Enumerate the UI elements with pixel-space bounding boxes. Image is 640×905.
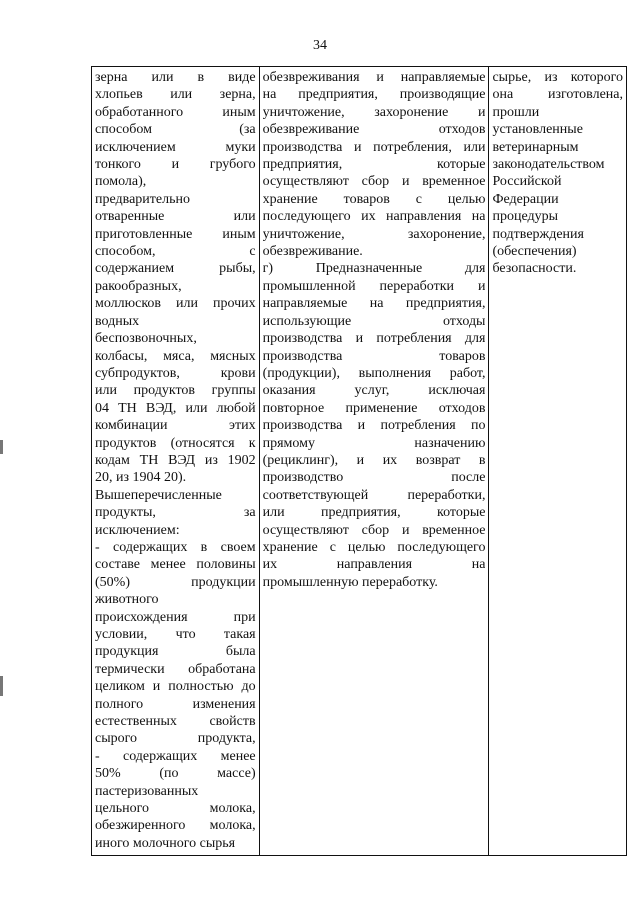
text-line: соответствующей переработки, [262,487,486,503]
text-line: или продуктов группы [95,383,256,399]
text-line: хлопьев или зерна, [95,87,256,103]
text-line: безопасности. [492,261,577,277]
text-line: комбинации этих [95,418,256,434]
text-line: - содержащих менее [95,748,256,764]
text-line: уничтожение, захоронение, [262,226,486,242]
text-line: составе менее половины [95,557,256,573]
cell-text [263,69,486,591]
text-line: производства и потребления для [262,331,486,347]
text-line: г) Предназначенные для [262,261,486,277]
text-line: производство после [262,470,486,486]
text-line: субпродуктов, крови [95,365,256,381]
text-line: осуществляют сбор и временное [262,174,486,190]
text-line: целиком и полностью до [95,679,256,695]
text-line: уничтожение, захоронение и [262,104,486,120]
text-line: Российской [492,174,562,190]
text-line: она изготовлена, [492,87,623,103]
cell-text [95,69,256,852]
text-line: их направления на [262,557,486,573]
text-line: моллюсков или прочих [95,296,256,312]
margin-mark-top [0,440,3,454]
text-line: (продукции), выполнения работ, [262,365,486,381]
table-cell-condition [489,67,627,856]
text-line: естественных свойств [95,714,256,730]
text-line: продукция была [95,644,256,660]
text-line: отваренные или [95,209,256,225]
text-line: 04 ТН ВЭД, или любой [95,400,256,416]
text-line: процедуры [492,209,559,225]
table-cell-destination [259,67,489,856]
text-line: на предприятия, производящие [262,87,486,103]
text-line: 20, из 1904 20). [95,470,187,486]
text-line: прямому назначению [262,435,486,451]
text-line: ветеринарным [492,139,579,155]
text-line: Вышеперечисленные [95,487,222,503]
text-line: направляемые на предприятия, [262,296,486,312]
text-line: производства и потребления, или [262,139,486,155]
text-line: исключением муки [95,139,256,155]
text-line: осуществляют сбор и временное [262,522,486,538]
text-line: колбасы, мяса, мясных [95,348,256,364]
text-line: помола), [95,174,147,190]
text-line: хранение товаров с целью [262,191,486,207]
text-line: производства товаров [262,348,486,364]
text-line: пастеризованных [95,783,199,799]
text-line: 50% (по массе) [95,766,256,782]
text-line: водных [95,313,140,329]
text-line: предприятия, которые [262,157,486,173]
text-line: продуктов (относятся к [95,435,256,451]
text-line: тонкого и грубого [95,157,256,173]
text-line: - содержащих в своем [95,539,256,555]
text-line: ракообразных, [95,278,182,294]
margin-mark-bottom [0,676,3,696]
text-line: приготовленные иным [95,226,256,242]
document-table [91,66,627,856]
text-line: способом (за [95,122,256,138]
text-line: предварительно [95,191,190,207]
text-line: продукты, за [95,505,256,521]
text-line: промышленной переработки и [262,278,486,294]
text-line: сырье, из которого [492,70,623,85]
text-line: термически обработана [95,661,256,677]
text-line: установленные [492,122,583,138]
text-line: обезвреживание отходов [262,122,486,138]
text-line: или предприятия, которые [262,505,486,521]
text-line: кодам ТН ВЭД из 1902 [95,452,256,468]
text-line: законодательством [492,157,605,173]
table-cell-product-description [92,67,260,856]
text-line: последующего их направления на [262,209,486,225]
text-line: оказания услуг, исключая [262,383,486,399]
text-line: животного [95,592,159,608]
text-line: использующие отходы [262,313,486,329]
text-line: обработанного иным [95,104,256,120]
text-line: промышленную переработку. [262,574,438,590]
page-number: 34 [313,38,327,53]
text-line: обезжиренного молока, [95,818,256,834]
text-line: обезвреживание. [262,244,363,260]
text-line: обезвреживания и направляемые [262,70,486,85]
text-line: (50%) продукции [95,574,256,590]
text-line: (рециклинг), и их возврат в [262,452,486,468]
text-line: исключением: [95,522,180,538]
text-line: содержанием рыбы, [95,261,256,277]
text-line: происхождения при [95,609,256,625]
text-line: повторное применение отходов [262,400,486,416]
text-line: иного молочного сырья [95,835,236,851]
text-line: зерна или в виде [95,70,256,85]
text-line: цельного молока, [95,801,256,817]
text-line: Федерации [492,191,559,207]
table-row [92,67,627,856]
text-line: (обеспечения) [492,244,577,260]
text-line: беспозвоночных, [95,331,197,347]
cell-text [492,69,623,278]
text-line: производства и потребления по [262,418,486,434]
text-line: способом, с [95,244,256,260]
text-line: прошли [492,104,540,120]
text-line: полного изменения [95,696,256,712]
text-line: условии, что такая [95,627,256,642]
text-line: сырого продукта, [95,731,256,747]
text-line: хранение с целью последующего [262,539,486,555]
text-line: подтверждения [492,226,584,242]
